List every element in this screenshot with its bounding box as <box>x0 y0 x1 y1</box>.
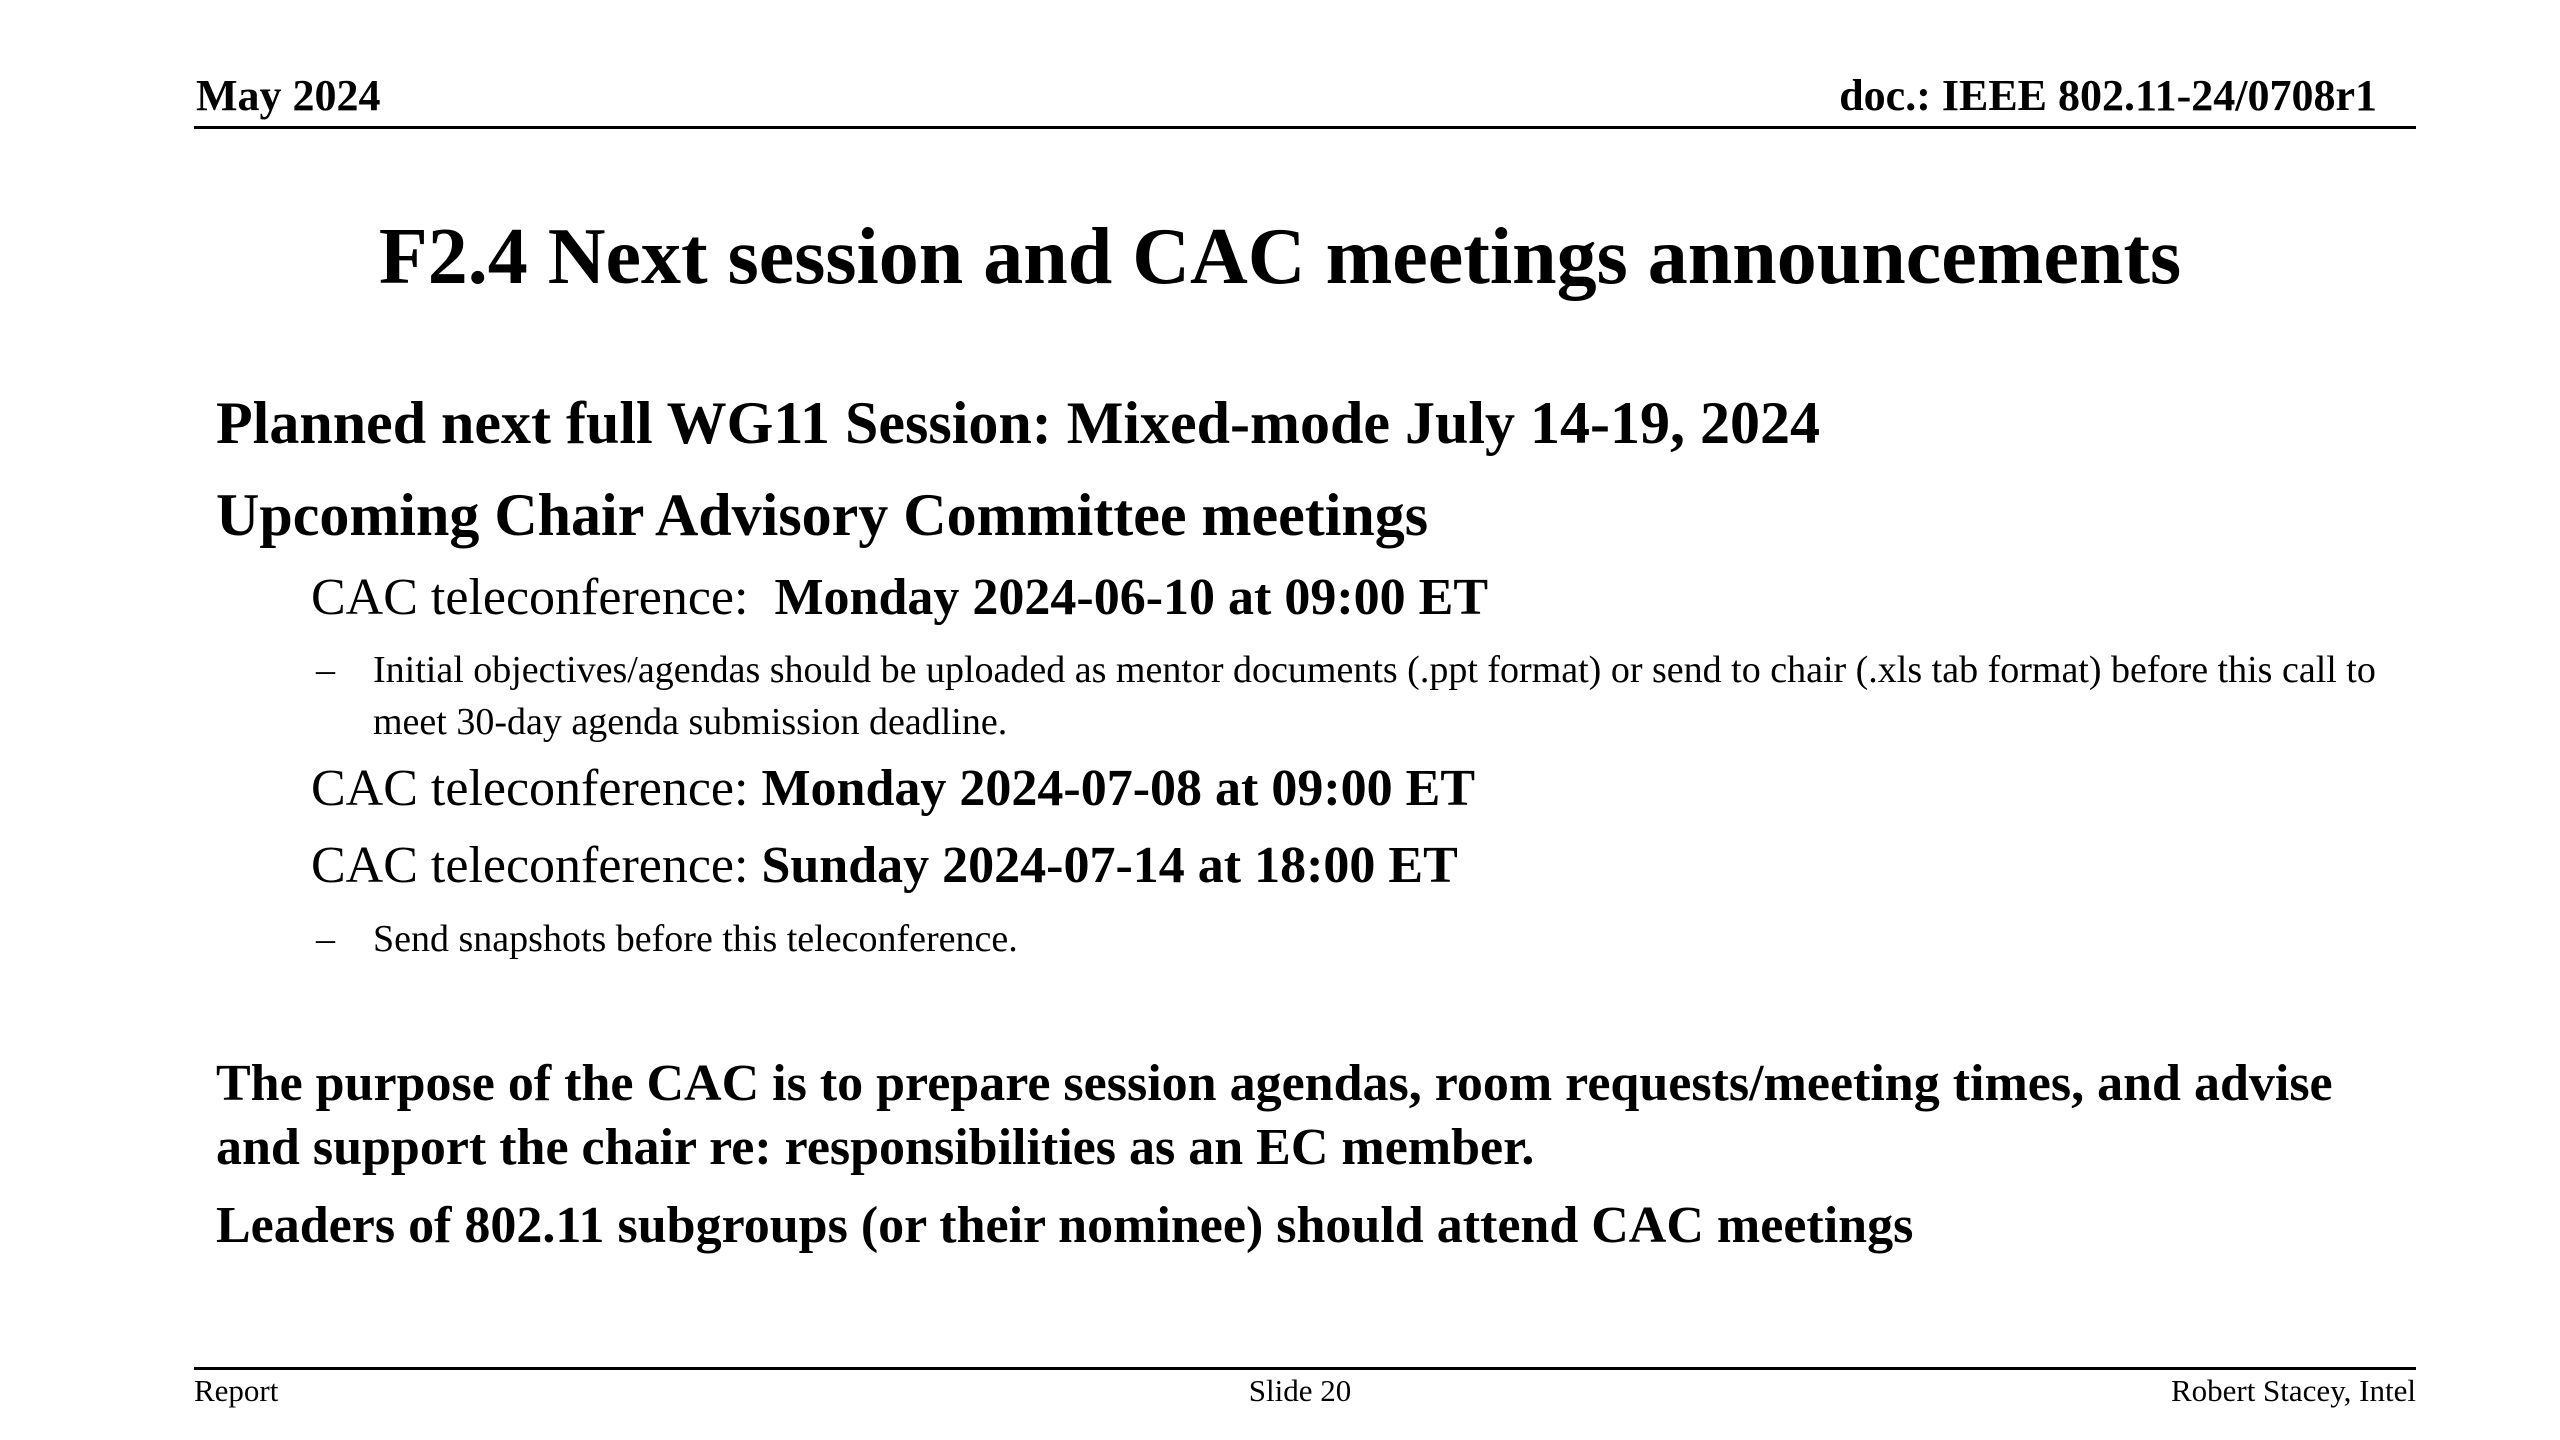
teleconf-1-note-text: Initial objectives/agendas should be uploaded as mentor documents (.ppt format) or send to chair (.xls tab format) before this call to meet 30-day agenda submission deadline. <box>373 649 2376 743</box>
teleconf-1-note-dash: – <box>316 649 335 691</box>
header-rule <box>194 126 2416 129</box>
teleconf-3-note-text: Send snapshots before this teleconference. <box>373 918 1018 960</box>
teleconf-3-note <box>316 913 2376 965</box>
slide-number: Slide 20 <box>1248 1373 1352 1408</box>
teleconf-3 <box>311 837 1458 894</box>
upcoming-cac-heading: Upcoming Chair Advisory Committee meetings <box>216 482 1429 548</box>
header-doc-number: doc.: IEEE 802.11-24/0708r1 <box>1839 71 2377 120</box>
teleconf-3-label: CAC teleconference: <box>311 837 762 894</box>
cac-purpose: The purpose of the CAC is to prepare session agendas, room requests/meeting times, and advise and support the chair re: responsibilities as an EC member. <box>216 1055 2333 1176</box>
teleconf-2-label: CAC teleconference: <box>311 760 762 817</box>
teleconf-1-note <box>316 644 2376 748</box>
teleconf-1 <box>311 569 1488 626</box>
teleconf-1-when: Monday 2024-06-10 at 09:00 ET <box>774 569 1489 626</box>
header-date: May 2024 <box>196 71 381 120</box>
leaders-attend: Leaders of 802.11 subgroups (or their nominee) should attend CAC meetings <box>216 1197 1914 1254</box>
teleconf-3-note-dash: – <box>316 918 335 960</box>
teleconf-2 <box>311 760 1475 817</box>
teleconf-2-when: Monday 2024-07-08 at 09:00 ET <box>761 760 1476 817</box>
footer-left: Report <box>194 1373 279 1408</box>
planned-session: Planned next full WG11 Session: Mixed-mode July 14-19, 2024 <box>216 390 1821 456</box>
slide-title: F2.4 Next session and CAC meetings announcements <box>378 213 2182 301</box>
teleconf-3-when: Sunday 2024-07-14 at 18:00 ET <box>761 837 1458 894</box>
footer-author: Robert Stacey, Intel <box>2170 1373 2416 1408</box>
teleconf-1-label: CAC teleconference: <box>311 569 775 626</box>
footer-rule <box>194 1367 2416 1370</box>
